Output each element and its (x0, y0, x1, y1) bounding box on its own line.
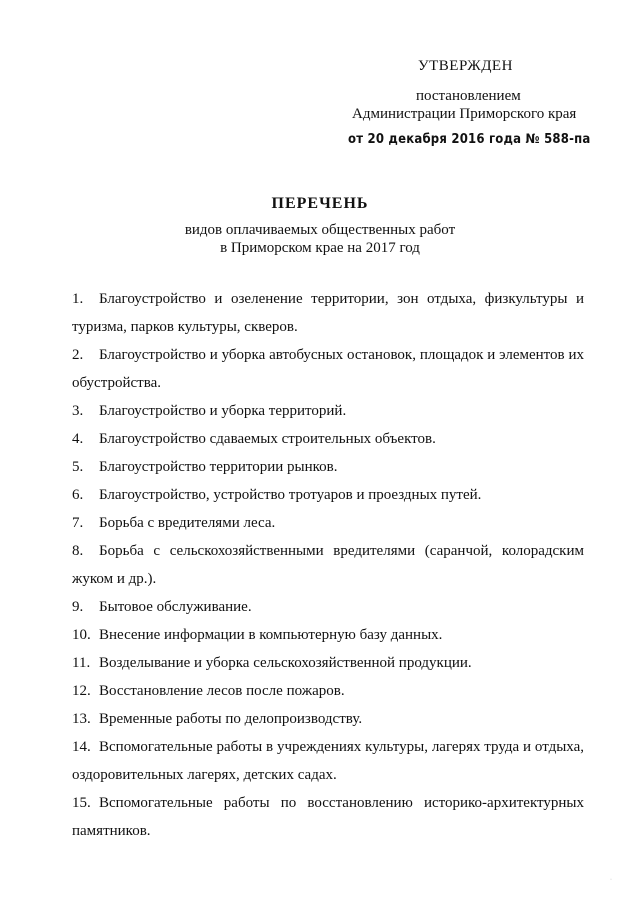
item-text: Вспомогательные работы в учреждениях культуры, лагерях труда и отдыха, оздоровительных лагерях, детских садах. (72, 739, 584, 783)
list-item (72, 649, 584, 677)
item-text: Возделывание и уборка сельскохозяйственной продукции. (99, 655, 472, 671)
resolution-label: постановлением (416, 88, 521, 104)
document-subtitle (0, 221, 640, 257)
authority-name: Администрации Приморского края (352, 106, 577, 122)
item-number: 13. (72, 711, 91, 727)
subtitle-line-2: в Приморском крае на 2017 год (220, 240, 420, 256)
item-number: 12. (72, 683, 91, 699)
document-heading (0, 195, 640, 257)
item-number: 14. (72, 739, 91, 755)
list-item (72, 537, 584, 593)
item-text: Благоустройство территории рынков. (99, 459, 338, 475)
list-item (72, 621, 584, 649)
item-text: Благоустройство и озеленение территории, зон отдыха, физкультуры и туризма, парков культуры, скверов. (72, 291, 584, 335)
item-text: Благоустройство сдаваемых строительных объектов. (99, 431, 436, 447)
item-number: 1. (72, 291, 84, 307)
item-number: 15. (72, 795, 91, 811)
item-number: 5. (72, 459, 84, 475)
list-item (72, 677, 584, 705)
list-item (72, 453, 584, 481)
list-item (72, 593, 584, 621)
list-item (72, 789, 584, 845)
item-text: Благоустройство, устройство тротуаров и проездных путей. (99, 487, 482, 503)
list-item (72, 285, 584, 341)
list-item (72, 481, 584, 509)
item-text: Борьба с сельскохозяйственными вредителями (саранчой, колорадским жуком и др.). (72, 543, 584, 587)
resolution-date-number: от 20 декабря 2016 года № 588-па (348, 132, 591, 147)
item-number: 11. (72, 655, 91, 671)
item-number: 9. (72, 599, 84, 615)
list-item (72, 509, 584, 537)
item-number: 4. (72, 431, 84, 447)
list-item (72, 397, 584, 425)
list-item (72, 341, 584, 397)
approved-label: УТВЕРЖДЕН (418, 58, 513, 74)
list-item (72, 425, 584, 453)
item-text: Вспомогательные работы по восстановлению историко-архитектурных памятников. (72, 795, 584, 839)
item-text: Благоустройство и уборка территорий. (99, 403, 347, 419)
item-text: Борьба с вредителями леса. (99, 515, 276, 531)
item-number: 6. (72, 487, 84, 503)
list-item (72, 705, 584, 733)
public-works-list (72, 285, 584, 845)
item-number: 7. (72, 515, 84, 531)
document-title: ПЕРЕЧЕНЬ (271, 195, 369, 212)
item-text: Бытовое обслуживание. (99, 599, 252, 615)
item-number: 3. (72, 403, 84, 419)
item-text: Восстановление лесов после пожаров. (99, 683, 345, 699)
item-number: 2. (72, 347, 84, 363)
scan-speck: · (610, 877, 612, 883)
list-item (72, 733, 584, 789)
item-text: Благоустройство и уборка автобусных остановок, площадок и элементов их обустройства. (72, 347, 584, 391)
item-number: 8. (72, 543, 84, 559)
item-text: Внесение информации в компьютерную базу данных. (99, 627, 443, 643)
item-text: Временные работы по делопроизводству. (99, 711, 363, 727)
item-number: 10. (72, 627, 91, 643)
subtitle-line-1: видов оплачиваемых общественных работ (184, 222, 456, 238)
